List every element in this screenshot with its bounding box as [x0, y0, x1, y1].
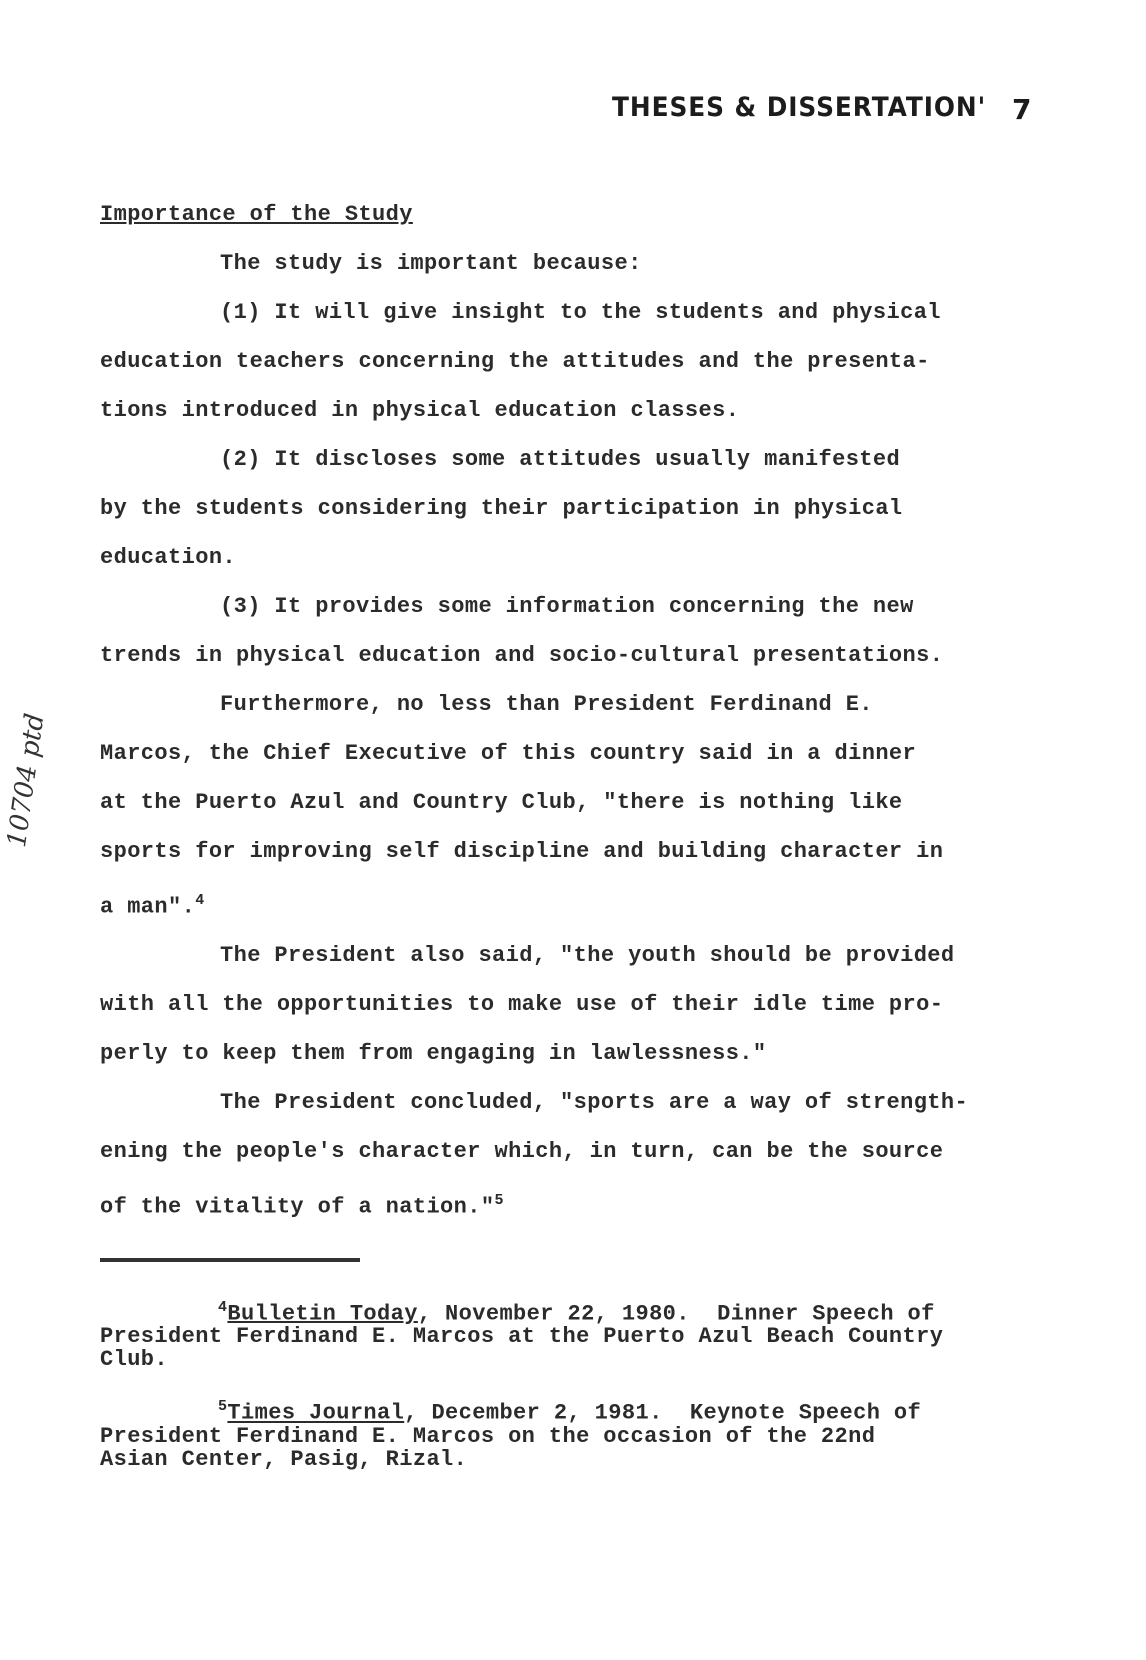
footnote-text: President Ferdinand E. Marcos on the occasion of the 22nd: [100, 1423, 876, 1449]
paragraph-text: of the vitality of a nation.": [100, 1194, 495, 1220]
paragraph-line: (1) It will give insight to the students and physical: [220, 300, 941, 325]
paragraph-line: education.: [100, 545, 237, 570]
paragraph-line: (3) It provides some information concerning the new: [220, 594, 914, 619]
paragraph-line: trends in physical education and socio-cultural presentations.: [100, 643, 944, 668]
footnote-text: , December 2, 1981. Keynote Speech of: [404, 1400, 922, 1426]
footnote-source: Bulletin Today: [227, 1301, 418, 1327]
page-number: 7: [1012, 93, 1032, 126]
footnote-divider: [100, 1258, 360, 1262]
footnote-text: , November 22, 1980. Dinner Speech of: [417, 1301, 935, 1327]
footnote-number: 5: [218, 1398, 228, 1416]
footnote-text: Club.: [100, 1347, 169, 1373]
footnote-4: [100, 1296, 1080, 1371]
paragraph-line: tions introduced in physical education classes.: [100, 398, 740, 423]
paragraph-line: education teachers concerning the attitudes and the presenta-: [100, 349, 930, 374]
paragraph-line: [100, 876, 1060, 931]
theses-stamp: THESES & DISSERTATION': [612, 92, 987, 123]
paragraph-text: a man".: [100, 894, 196, 920]
footnotes: [100, 1296, 1080, 1495]
footnote-number: 4: [218, 1299, 228, 1316]
section-heading: Importance of the Study: [100, 202, 413, 227]
paragraph-line: Marcos, the Chief Executive of this country said in a dinner: [100, 741, 917, 766]
footnote-text: Asian Center, Pasig, Rizal.: [100, 1446, 468, 1472]
footnote-text: President Ferdinand E. Marcos at the Puerto Azul Beach Country: [100, 1324, 944, 1350]
paragraph-line: [100, 1176, 1060, 1231]
paragraph-line: perly to keep them from engaging in lawlessness.": [100, 1041, 767, 1067]
paragraph-line: The President concluded, "sports are a way of strength-: [220, 1090, 969, 1116]
paragraph-line: sports for improving self discipline and building character in: [100, 839, 944, 864]
paragraph-line: (2) It discloses some attitudes usually manifested: [220, 447, 901, 472]
paragraph-line: at the Puerto Azul and Country Club, "there is nothing like: [100, 790, 903, 815]
paragraph-line: by the students considering their participation in physical: [100, 496, 903, 521]
paragraph-line: Furthermore, no less than President Ferdinand E.: [220, 692, 873, 717]
footnote-5: [100, 1395, 1080, 1470]
body-text: [100, 190, 1060, 1232]
footnote-ref-5: 5: [494, 1192, 504, 1210]
paragraph-line: The study is important because:: [220, 251, 642, 276]
handwritten-margin-note: 10704 ptd: [2, 711, 51, 850]
footnote-ref-4: 4: [195, 892, 205, 909]
footnote-source: Times Journal: [227, 1400, 405, 1426]
paragraph-line: with all the opportunities to make use of their idle time pro-: [100, 992, 944, 1018]
paragraph-line: ening the people's character which, in turn, can be the source: [100, 1139, 944, 1165]
paragraph-line: The President also said, "the youth should be provided: [220, 943, 955, 969]
